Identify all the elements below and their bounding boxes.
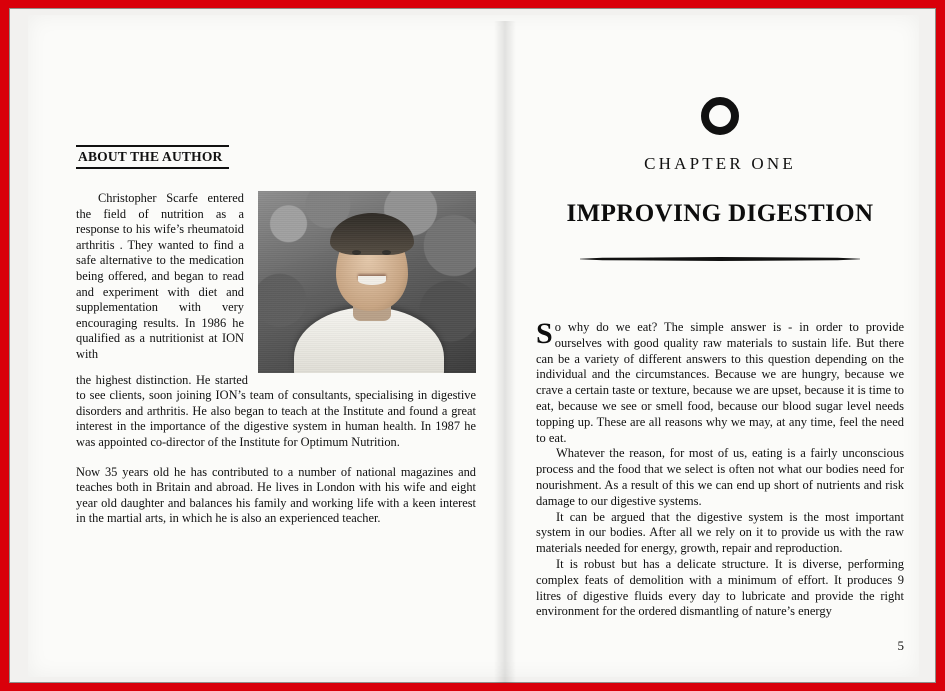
body-paragraph-4: It is robust but has a delicate structure. It is diverse, performing complex feats of demolition with a minimum of effort. It produces 9 litres of digestive fluids every day to lubricate and provide the right environment for the ordered dismantling of nature’s energy <box>536 556 904 619</box>
ring-ornament-icon <box>536 97 904 140</box>
author-portrait-photo <box>258 191 476 373</box>
photo-eye-left <box>352 250 361 255</box>
chapter-body-text <box>536 317 904 620</box>
bio-paragraph-1-continued: the highest distinction. He started to see clients, soon joining ION’s team of consultants, specialising in digestive disorders and arthritis. He also began to teach at the Institute and found a great interest in the importance of the digestive system in human health. In 1987 he was appointed co-director of the Institute for Optimum Nutrition. <box>76 372 476 449</box>
photo-smile <box>358 276 386 285</box>
left-page <box>76 145 476 615</box>
body-paragraph-3: It can be argued that the digestive system is the most important system in our bodies. After all we rely on it to provide us with the raw materials needed for energy, growth, repair and reproduction. <box>536 509 904 556</box>
dropcap-letter: S <box>536 317 553 350</box>
scan-surface <box>9 8 936 683</box>
body-paragraph-1-text: o why do we eat? The simple answer is - in order to provide ourselves with good quality raw materials to sustain life. But there can be a variety of different answers to this question depending on the individual and the circumstances. Because we are hungry, because we crave a certain taste or texture, because we are upset, because it is time to eat, because we see or smell food, because our blood sugar level needs topping up. These are all reasons why we may, at any time, feel the need to eat. <box>536 320 904 445</box>
book-pages <box>28 15 919 677</box>
body-paragraph-1 <box>536 317 904 446</box>
author-bio-block <box>76 191 476 451</box>
bio-paragraph-2: Now 35 years old he has contributed to a number of national magazines and teaches both in Britain and abroad. He lives in London with his wife and eight year old daughter and balances his family and working life with a keen interest in the martial arts, in which he is also an experienced teacher. <box>76 464 476 526</box>
about-the-author-heading: ABOUT THE AUTHOR <box>76 145 229 169</box>
diamond-rule-ornament-icon <box>580 254 860 264</box>
photo-eye-right <box>382 250 391 255</box>
book-gutter-shadow <box>494 21 516 683</box>
right-page <box>536 87 904 652</box>
page-number: 5 <box>897 638 904 653</box>
chapter-label: CHAPTER ONE <box>644 154 796 173</box>
body-paragraph-2: Whatever the reason, for most of us, eating is a fairly unconscious process and the food that we select is often not what our bodies need for nourishment. As a result of this we can end up short of nutrients and risk damage to our digestive systems. <box>536 446 904 508</box>
ring-shape <box>701 97 739 135</box>
bio-paragraph-1-column: Christopher Scarfe entered the field of nutrition as a response to his wife’s rheumatoid arthritis . They wanted to find a safe alternative to the medication being offered, and began to read and experiment with diet and supplementation with very encouraging results. In 1986 he qualified as a nutritionist at ION with <box>76 191 244 361</box>
chapter-title: IMPROVING DIGESTION <box>566 200 874 227</box>
